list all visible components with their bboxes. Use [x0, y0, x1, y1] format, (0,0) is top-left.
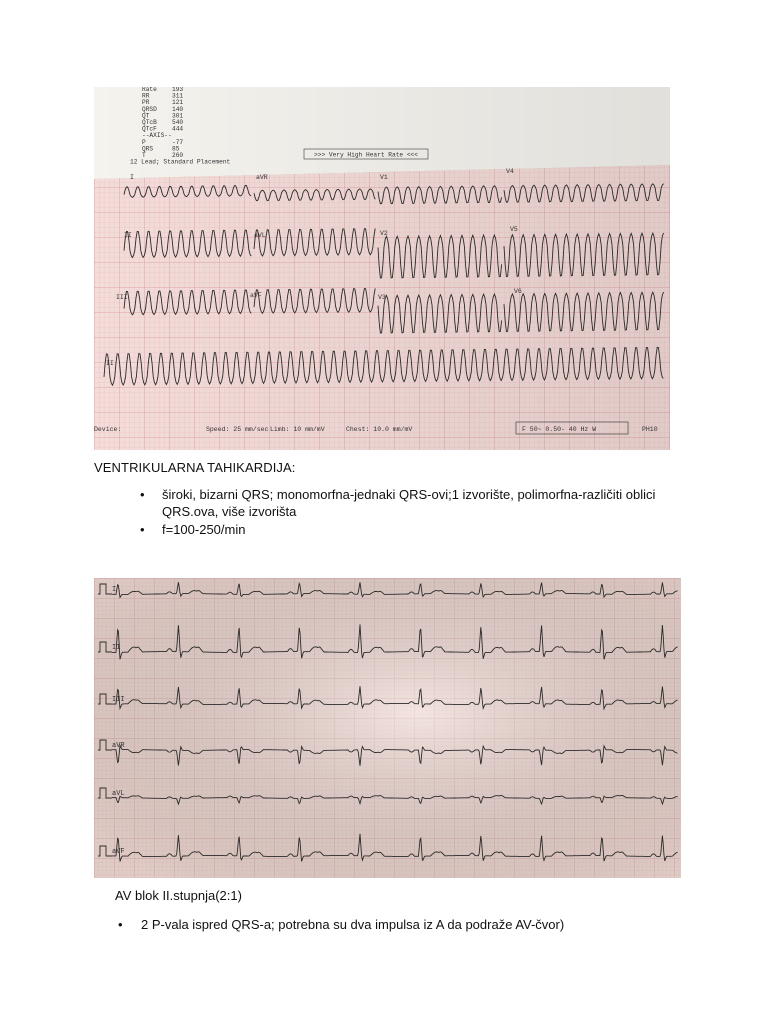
list-item: • f=100-250/min [140, 522, 246, 537]
ecg-limb: Limb: 10 mm/mV [270, 426, 325, 433]
ecg-lead-label: aVR [112, 742, 125, 750]
ecg-speed: Speed: 25 mm/sec [206, 426, 269, 433]
ecg-lead-label: I [112, 586, 117, 594]
measurement-label: QTcF [142, 125, 157, 133]
ecg-lead-label: V1 [380, 174, 388, 181]
measurement-value: 140 [172, 105, 184, 113]
measurement-label: QTcB [142, 119, 157, 126]
measurement-label: PR [142, 99, 150, 107]
vt-bullet-list [94, 486, 694, 539]
list-item: • 2 P-vala ispred QRS-a; potrebna su dva impulsa iz A da podraže AV-čvor) [118, 917, 565, 932]
measurement-label: QRSD [142, 105, 157, 113]
ecg-lead-label: aVF [112, 848, 125, 856]
measurement-label: --AXIS-- [142, 132, 172, 140]
measurement-label: T [142, 152, 146, 159]
measurement-label: RR [142, 92, 150, 100]
ecg-lead-label: aVL [254, 232, 266, 239]
ecg-lead-label: II [112, 644, 121, 652]
ecg-lead-label: V6 [514, 288, 522, 295]
ecg-filter: F 50~ 0.50- 40 Hz W [522, 426, 597, 433]
ecg-model: PH10 [642, 426, 658, 433]
measurement-value: 260 [172, 152, 184, 159]
ecg-lead-label: V3 [378, 294, 386, 301]
ecg-lead-label: III [116, 294, 128, 301]
section-heading-ventricular-tachycardia: VENTRIKULARNA TAHIKARDIJA: [94, 460, 296, 475]
ecg-lead-label: V5 [510, 226, 518, 233]
ecg-lead-label: aVF [250, 292, 262, 299]
ecg-lead-label: aVR [256, 174, 268, 181]
bullet-icon: • [118, 917, 123, 932]
bullet-icon: • [140, 522, 145, 537]
ecg-lead-label: V4 [506, 168, 514, 175]
measurement-value: 540 [172, 119, 184, 126]
list-item: • široki, bizarni QRS; monomorfna-jednaki QRS-ovi;1 izvorište, polimorfna-različiti oblici QRS.ova, više izvorišta [140, 487, 656, 519]
ecg-lead-label: V2 [380, 230, 388, 237]
ecg-chest: Chest: 10.0 mm/mV [346, 426, 413, 433]
measurement-label: QRS [142, 145, 154, 153]
ecg-device: Device: [94, 426, 122, 433]
measurement-label: QT [142, 112, 150, 120]
lead-placement: 12 Lead; Standard Placement [130, 158, 231, 166]
av-block-bullet-list [94, 916, 714, 933]
ecg-lead-label: I [130, 174, 134, 181]
measurement-label: P [142, 138, 146, 146]
ecg-photo-av-block [94, 578, 681, 878]
ecg-alert-text: >>> Very High Heart Rate <<< [314, 151, 418, 159]
measurement-value: 301 [172, 112, 184, 120]
measurement-value: 121 [172, 99, 184, 107]
measurement-label: Rate [142, 87, 157, 93]
measurement-value: 193 [172, 87, 184, 93]
measurement-value: -77 [172, 138, 184, 146]
ecg-photo-ventricular-tachycardia [94, 87, 670, 450]
ecg-lead-label: aVL [112, 790, 125, 798]
bullet-icon: • [140, 487, 145, 502]
measurement-value: 85 [172, 145, 180, 153]
ecg-lead-label: II [124, 232, 132, 239]
ecg-lead-label: III [112, 696, 125, 704]
ecg-lead-label: II [106, 360, 114, 367]
section-heading-av-block: AV blok II.stupnja(2:1) [115, 888, 242, 903]
measurement-value: 444 [172, 125, 184, 133]
measurement-value: 311 [172, 92, 184, 100]
